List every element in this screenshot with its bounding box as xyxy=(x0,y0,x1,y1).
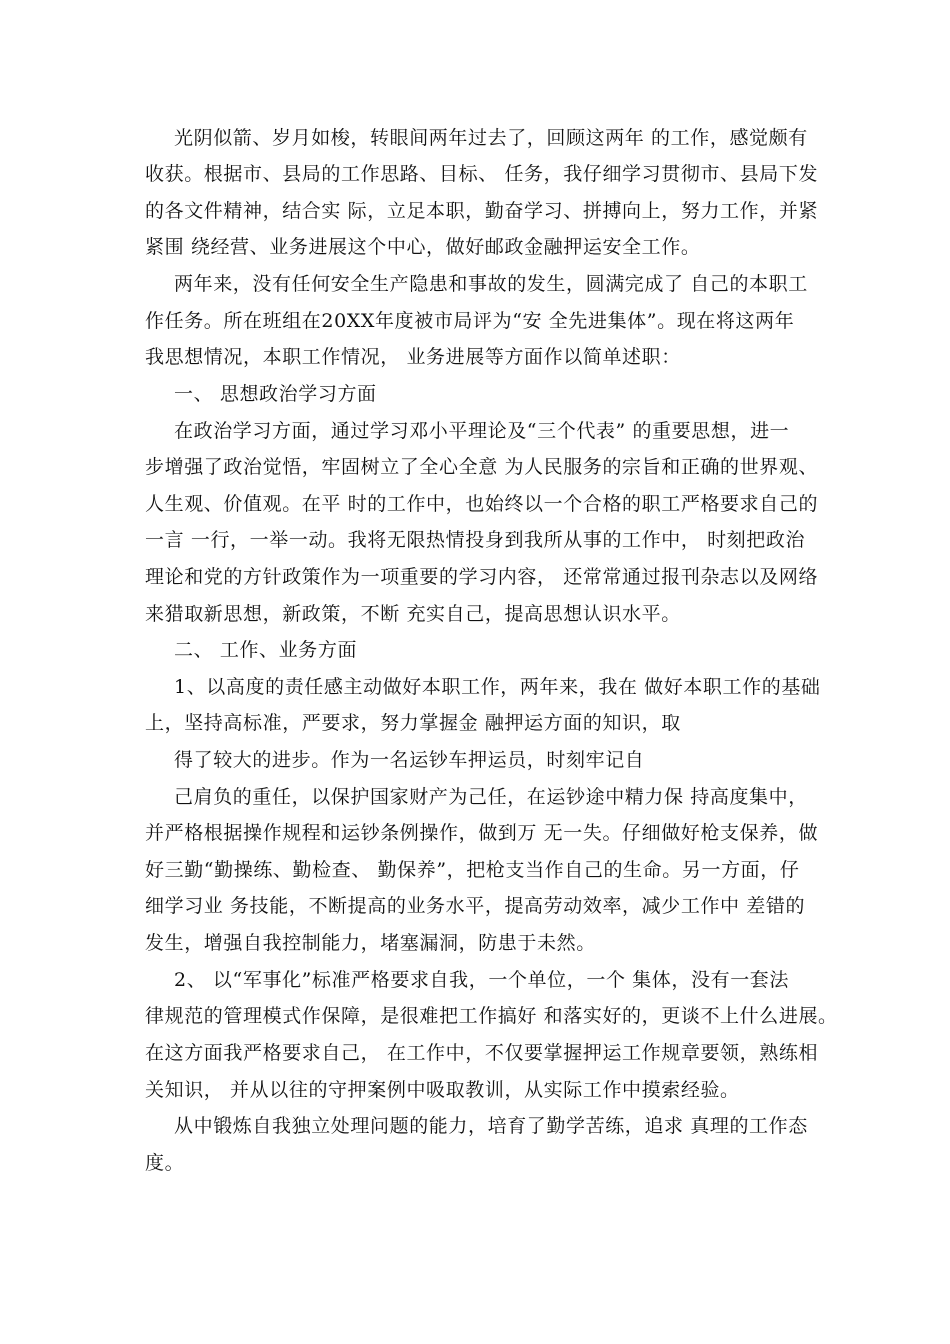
text-line: 并严格根据操作规程和运钞条例操作，做到万 无一失。仔细做好枪支保养，做 xyxy=(145,822,819,844)
text-line: 在这方面我严格要求自己， 在工作中，不仅要掌握押运工作规章要领，熟练相 xyxy=(145,1042,819,1064)
text-line: 理论和党的方针政策作为一项重要的学习内容， 还常常通过报刊杂志以及网络 xyxy=(145,566,819,588)
text-line: 度。 xyxy=(145,1152,185,1174)
text-line: 收获。根据市、县局的工作思路、目标、 任务，我仔细学习贯彻市、县局下发 xyxy=(145,163,819,185)
text-line: 从中锻炼自我独立处理问题的能力，培育了勤学苦练，追求 真理的工作态 xyxy=(174,1115,808,1137)
text-line: 我思想情况，本职工作情况， 业务进展等方面作以简单述职： xyxy=(145,346,681,368)
text-line: 2、 以“军事化”标准严格要求自我，一个单位，一个 集体，没有一套法 xyxy=(174,969,789,991)
text-line: 的各文件精神，结合实 际，立足本职，勤奋学习、拼搏向上，努力工作，并紧 xyxy=(145,200,819,222)
text-line: 一言 一行，一举一动。我将无限热情投身到我所从事的工作中， 时刻把政治 xyxy=(145,529,806,551)
text-line: 关知识， 并从以往的守押案例中吸取教训，从实际工作中摸索经验。 xyxy=(145,1079,740,1101)
text-line: 1、以高度的责任感主动做好本职工作，两年来，我在 做好本职工作的基础 xyxy=(174,676,821,698)
text-line: 细学习业 务技能，不断提高的业务水平，提高劳动效率，减少工作中 差错的 xyxy=(145,895,806,917)
section-heading: 二、 工作、业务方面 xyxy=(174,639,358,661)
text-line: 己肩负的重任，以保护国家财产为己任，在运钞途中精力保 持高度集中， xyxy=(174,786,808,808)
text-line: 来猎取新思想，新政策，不断 充实自己，提高思想认识水平。 xyxy=(145,603,681,625)
text-line: 步增强了政治觉悟，牢固树立了全心全意 为人民服务的宗旨和正确的世界观、 xyxy=(145,456,819,478)
text-line: 律规范的管理模式作保障，是很难把工作搞好 和落实好的，更谈不上什么进展。 xyxy=(145,1005,838,1027)
text-line: 光阴似箭、岁月如梭，转眼间两年过去了，回顾这两年 的工作，感觉颇有 xyxy=(174,127,808,149)
section-heading: 一、 思想政治学习方面 xyxy=(174,383,377,405)
text-line: 好三勤“勤操练、勤检查、 勤保养”，把枪支当作自己的生命。另一方面，仔 xyxy=(145,859,800,881)
text-line: 在政治学习方面，通过学习邓小平理论及“三个代表” 的重要思想，进一 xyxy=(174,420,790,442)
text-line: 人生观、价值观。在平 时的工作中，也始终以一个合格的职工严格要求自己的 xyxy=(145,493,819,515)
text-line: 两年来，没有任何安全生产隐患和事故的发生，圆满完成了 自己的本职工 xyxy=(174,273,808,295)
text-line: 得了较大的进步。作为一名运钞车押运员，时刻牢记自 xyxy=(174,749,645,771)
text-line: 上，坚持高标准，严要求，努力掌握金 融押运方面的知识，取 xyxy=(145,712,681,734)
text-line: 作任务。所在班组在20XX年度被市局评为“安 全先进集体”。现在将这两年 xyxy=(145,310,795,332)
text-line: 发生，增强自我控制能力，堵塞漏洞，防患于未然。 xyxy=(145,932,596,954)
text-line: 紧围 绕经营、业务进展这个中心，做好邮政金融押运安全工作。 xyxy=(145,236,701,258)
